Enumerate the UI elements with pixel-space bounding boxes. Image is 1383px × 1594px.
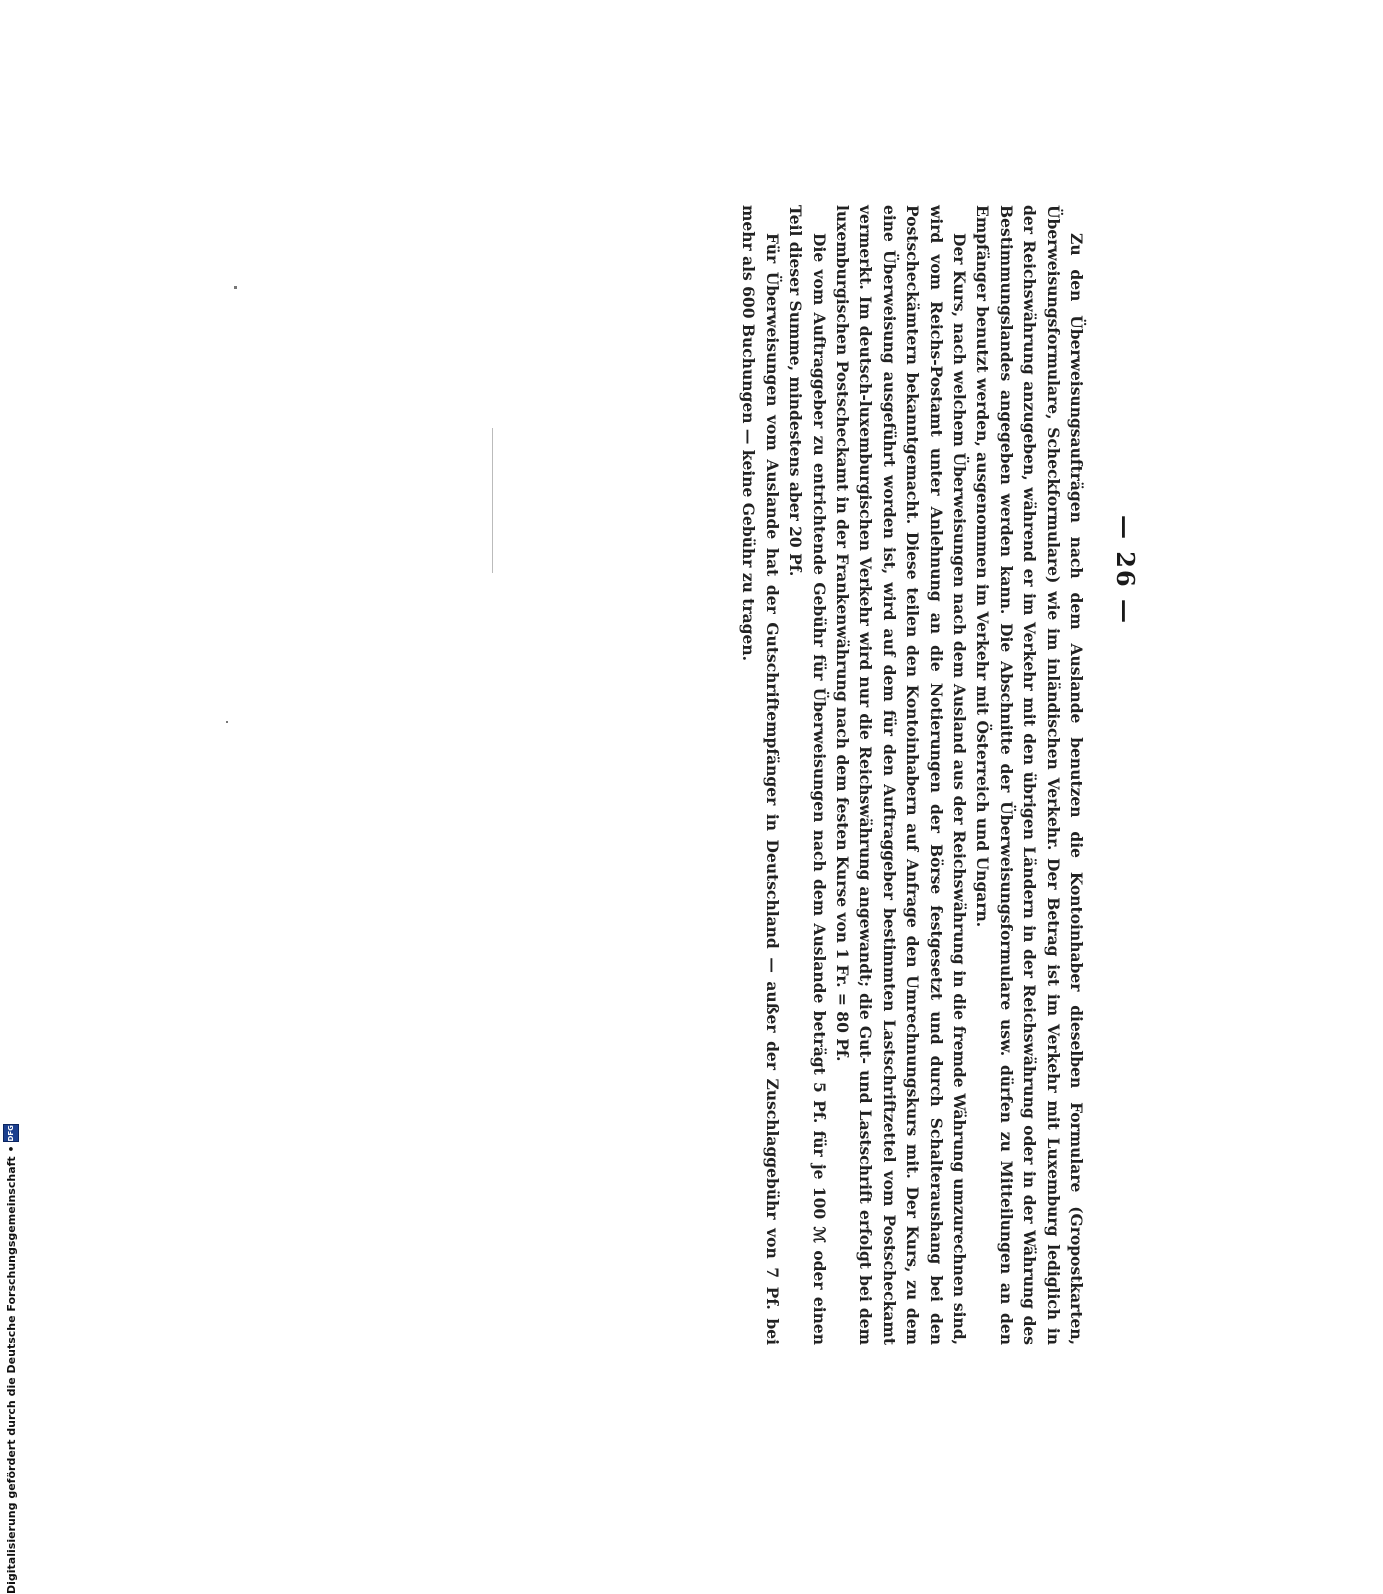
rotated-text-block [580,205,1140,1355]
body-text [737,205,1088,1345]
paragraph-1: Zu den Überweisungsaufträgen nach dem Auslande benutzen die Kontoinhaber dieselben Formulare (Gropostkarten, Überweisungsformulare, Scheckformulare) wie im inländischen Verkehr. Der Betrag ist im Verkehr mit Luxemburg lediglich in der Reichswährung anzugeben, während er im Verkehr mit den übrigen Ländern in der Reichswährung oder in der Währung des Bestimmungslandes angegeben werden kann. Die Abschnitte der Überweisungsformulare usw. dürfen zu Mitteilungen an den Empfänger benutzt werden, ausgenommen im Verkehr mit Österreich und Ungarn. [973,205,1086,1345]
paragraph-3: Die vom Auftraggeber zu entrichtende Gebühr für Überweisungen nach dem Auslande beträgt 5 Pf. für je 100 ℳ oder einen Teil dieser Summe, mindestens aber 20 Pf. [786,205,829,1345]
footer-text: Digitalisierung gefördert durch die Deutsche Forschungsgemeinschaft • [4,1145,18,1594]
digitization-footer [0,1125,22,1594]
page-number: — 26 — [1111,514,1140,626]
paragraph-4: Für Überweisungen vom Auslande hat der Gutschriftempfänger in Deutschland — außer der Zuschlaggebühr von 7 Pf. bei mehr als 600 Buchungen — keine Gebühr zu tragen. [739,205,782,1345]
scan-speck [234,286,237,289]
scan-speck [226,721,228,723]
dfg-logo-icon: DFG [3,1124,19,1142]
scan-fold-line [492,428,493,573]
paragraph-2: Der Kurs, nach welchem Überweisungen nach dem Ausland aus der Reichswährung in die fremde Währung umzurechnen sind, wird vom Reichs-Postamt unter Anlehnung an die Notierungen der Börse festgesetzt und durch Schalteraushang bei den Postscheckämtern bekanntgemacht. Diese teilen den Kontoinhabern auf Anfrage den Umrechnungskurs mit. Der Kurs, zu dem eine Überweisung ausgeführt worden ist, wird auf dem für den Auftraggeber bestimmten Lastschriftzettel vom Postscheckamt vermerkt. Im deutsch-luxemburgischen Verkehr wird nur die Reichswährung angewandt; die Gut- und Lastschrift erfolgt bei dem luxemburgischen Postscheckamt in der Frankenwährung nach dem festen Kurse von 1 Fr. = 80 Pf. [832,205,969,1345]
